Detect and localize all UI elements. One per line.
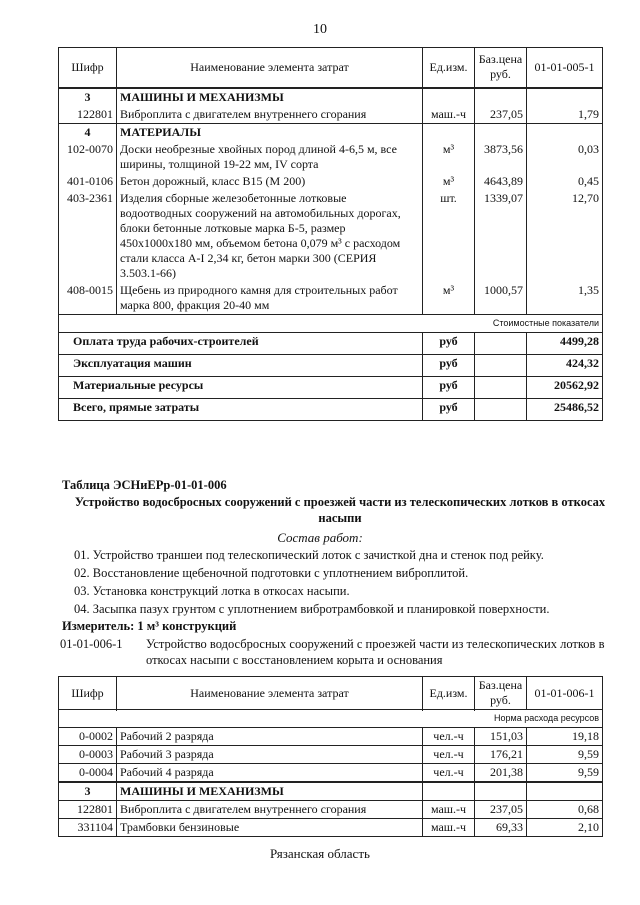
table-row — [59, 764, 603, 783]
row-unit: чел.-ч — [423, 746, 475, 764]
row-unit: маш.-ч — [423, 819, 475, 837]
cost-value: 424,32 — [527, 354, 603, 376]
row-name: Щебень из природного камня для строительных работ марка 800, фракция 20-40 мм — [117, 282, 423, 315]
row-price: 1339,07 — [475, 190, 527, 282]
row-value: 0,03 — [527, 141, 603, 173]
cost-name: Всего, прямые затраты — [59, 398, 423, 420]
norm-caption: Норма расхода ресурсов — [59, 710, 603, 728]
table-name: Устройство водосбросных сооружений с проезжей части из телескопических лотков в откосах насыпи — [74, 495, 606, 525]
work-item: 04. Засыпка пазух грунтом с уплотнением вибротрамбовкой и планировкой поверхности. — [74, 602, 550, 616]
position-code: 01-01-006-1 — [60, 637, 123, 651]
table-row — [59, 819, 603, 837]
row-price: 1000,57 — [475, 282, 527, 315]
row-value: 0,68 — [527, 801, 603, 819]
row-unit: шт. — [423, 190, 475, 282]
row-code: 0-0002 — [59, 728, 117, 746]
col-code-header: Шифр — [59, 48, 117, 88]
row-price: 237,05 — [475, 801, 527, 819]
table-header-row — [59, 48, 603, 88]
row-price: 3873,56 — [475, 141, 527, 173]
norm-caption-row — [59, 710, 603, 728]
resource-table-005 — [58, 47, 603, 421]
section-row-machines — [59, 88, 603, 106]
work-item: 03. Установка конструкций лотка в откосах насыпи. — [74, 584, 350, 598]
row-code: 331104 — [59, 819, 117, 837]
row-value: 1,79 — [527, 106, 603, 124]
row-unit: маш.-ч — [423, 801, 475, 819]
cost-row — [59, 354, 603, 376]
row-unit: м³ — [423, 173, 475, 190]
row-code: 122801 — [59, 801, 117, 819]
row-price: 4643,89 — [475, 173, 527, 190]
row-name: Виброплита с двигателем внутреннего сгорания — [117, 106, 423, 124]
col-name-header: Наименование элемента затрат — [117, 48, 423, 88]
cost-unit: руб — [423, 376, 475, 398]
cost-row — [59, 398, 603, 420]
section-title: МАТЕРИАЛЫ — [117, 123, 423, 141]
unit-of-measure: Измеритель: 1 м³ конструкций — [62, 619, 237, 633]
table-row — [59, 801, 603, 819]
cost-unit: руб — [423, 398, 475, 420]
row-code: 102-0070 — [59, 141, 117, 173]
composition-title: Состав работ: — [277, 530, 363, 545]
position-name: Устройство водосбросных сооружений с проезжей части из телескопических лотков в откосах насыпи с восстановлением корыта и основания — [146, 637, 605, 667]
section-row-materials — [59, 123, 603, 141]
region-footer: Рязанская область — [270, 846, 370, 861]
resource-table-006 — [58, 676, 603, 837]
cost-unit: руб — [423, 332, 475, 354]
row-unit: м³ — [423, 141, 475, 173]
row-name: Доски необрезные хвойных пород длиной 4-6,5 м, все ширины, толщиной 19-22 мм, IV сорта — [117, 141, 423, 173]
row-name: Рабочий 2 разряда — [117, 728, 423, 746]
section-number: 3 — [59, 88, 117, 106]
work-list — [74, 546, 634, 618]
row-name: Виброплита с двигателем внутреннего сгорания — [117, 801, 423, 819]
cost-name: Материальные ресурсы — [59, 376, 423, 398]
cost-caption: Стоимостные показатели — [59, 314, 603, 332]
section-title: МАШИНЫ И МЕХАНИЗМЫ — [117, 782, 423, 801]
section-title: МАШИНЫ И МЕХАНИЗМЫ — [117, 88, 423, 106]
cost-row — [59, 332, 603, 354]
section-number: 4 — [59, 123, 117, 141]
row-price: 237,05 — [475, 106, 527, 124]
col-price-header: Баз.цена руб. — [475, 48, 527, 88]
row-name: Рабочий 4 разряда — [117, 764, 423, 783]
table-row — [59, 141, 603, 173]
row-unit: маш.-ч — [423, 106, 475, 124]
table-header-row — [59, 677, 603, 710]
section-number: 3 — [59, 782, 117, 801]
row-name: Бетон дорожный, класс В15 (М 200) — [117, 173, 423, 190]
row-value: 12,70 — [527, 190, 603, 282]
row-value: 19,18 — [527, 728, 603, 746]
work-item: 02. Восстановление щебеночной подготовки с уплотнением виброплитой. — [74, 566, 469, 580]
row-price: 151,03 — [475, 728, 527, 746]
table-row — [59, 190, 603, 282]
cost-row — [59, 376, 603, 398]
table-row — [59, 746, 603, 764]
page-number: 10 — [313, 22, 327, 37]
table-row — [59, 728, 603, 746]
col-code-header: Шифр — [59, 677, 117, 710]
col-price-header: Баз.цена руб. — [475, 677, 527, 710]
cost-caption-row — [59, 314, 603, 332]
row-code: 0-0003 — [59, 746, 117, 764]
row-code: 403-2361 — [59, 190, 117, 282]
row-name: Рабочий 3 разряда — [117, 746, 423, 764]
row-unit: чел.-ч — [423, 764, 475, 783]
section-row-machines — [59, 782, 603, 801]
cost-name: Оплата труда рабочих-строителей — [59, 332, 423, 354]
col-id-header: 01-01-006-1 — [527, 677, 603, 710]
row-code: 401-0106 — [59, 173, 117, 190]
work-item: 01. Устройство траншеи под телескопический лоток с зачисткой дна и стенок под рейку. — [74, 548, 544, 562]
row-code: 0-0004 — [59, 764, 117, 783]
row-code: 408-0015 — [59, 282, 117, 315]
row-value: 0,45 — [527, 173, 603, 190]
row-name: Трамбовки бензиновые — [117, 819, 423, 837]
row-value: 1,35 — [527, 282, 603, 315]
row-value: 9,59 — [527, 764, 603, 783]
cost-name: Эксплуатация машин — [59, 354, 423, 376]
col-id-header: 01-01-005-1 — [527, 48, 603, 88]
row-unit: чел.-ч — [423, 728, 475, 746]
col-unit-header: Ед.изм. — [423, 677, 475, 710]
row-price: 69,33 — [475, 819, 527, 837]
col-unit-header: Ед.изм. — [423, 48, 475, 88]
cost-value: 20562,92 — [527, 376, 603, 398]
row-price: 201,38 — [475, 764, 527, 783]
col-name-header: Наименование элемента затрат — [117, 677, 423, 710]
table-row — [59, 173, 603, 190]
cost-value: 4499,28 — [527, 332, 603, 354]
row-value: 2,10 — [527, 819, 603, 837]
table-row — [59, 282, 603, 315]
table-title: Таблица ЭСНиЕРр-01-01-006 — [62, 478, 227, 492]
cost-value: 25486,52 — [527, 398, 603, 420]
row-value: 9,59 — [527, 746, 603, 764]
row-unit: м³ — [423, 282, 475, 315]
row-code: 122801 — [59, 106, 117, 124]
cost-unit: руб — [423, 354, 475, 376]
row-price: 176,21 — [475, 746, 527, 764]
row-name: Изделия сборные железобетонные лотковые водоотводных сооружений на автомобильных дорогах, блоки бетонные лотковые марка Б-5, размер 450х1000х180 мм, объемом бетона 0,079 м³ с расходом стали класса А-I 2,34 кг, бетон марки 300 (СЕРИЯ 3.503.1-66) — [117, 190, 423, 282]
table-row — [59, 106, 603, 124]
